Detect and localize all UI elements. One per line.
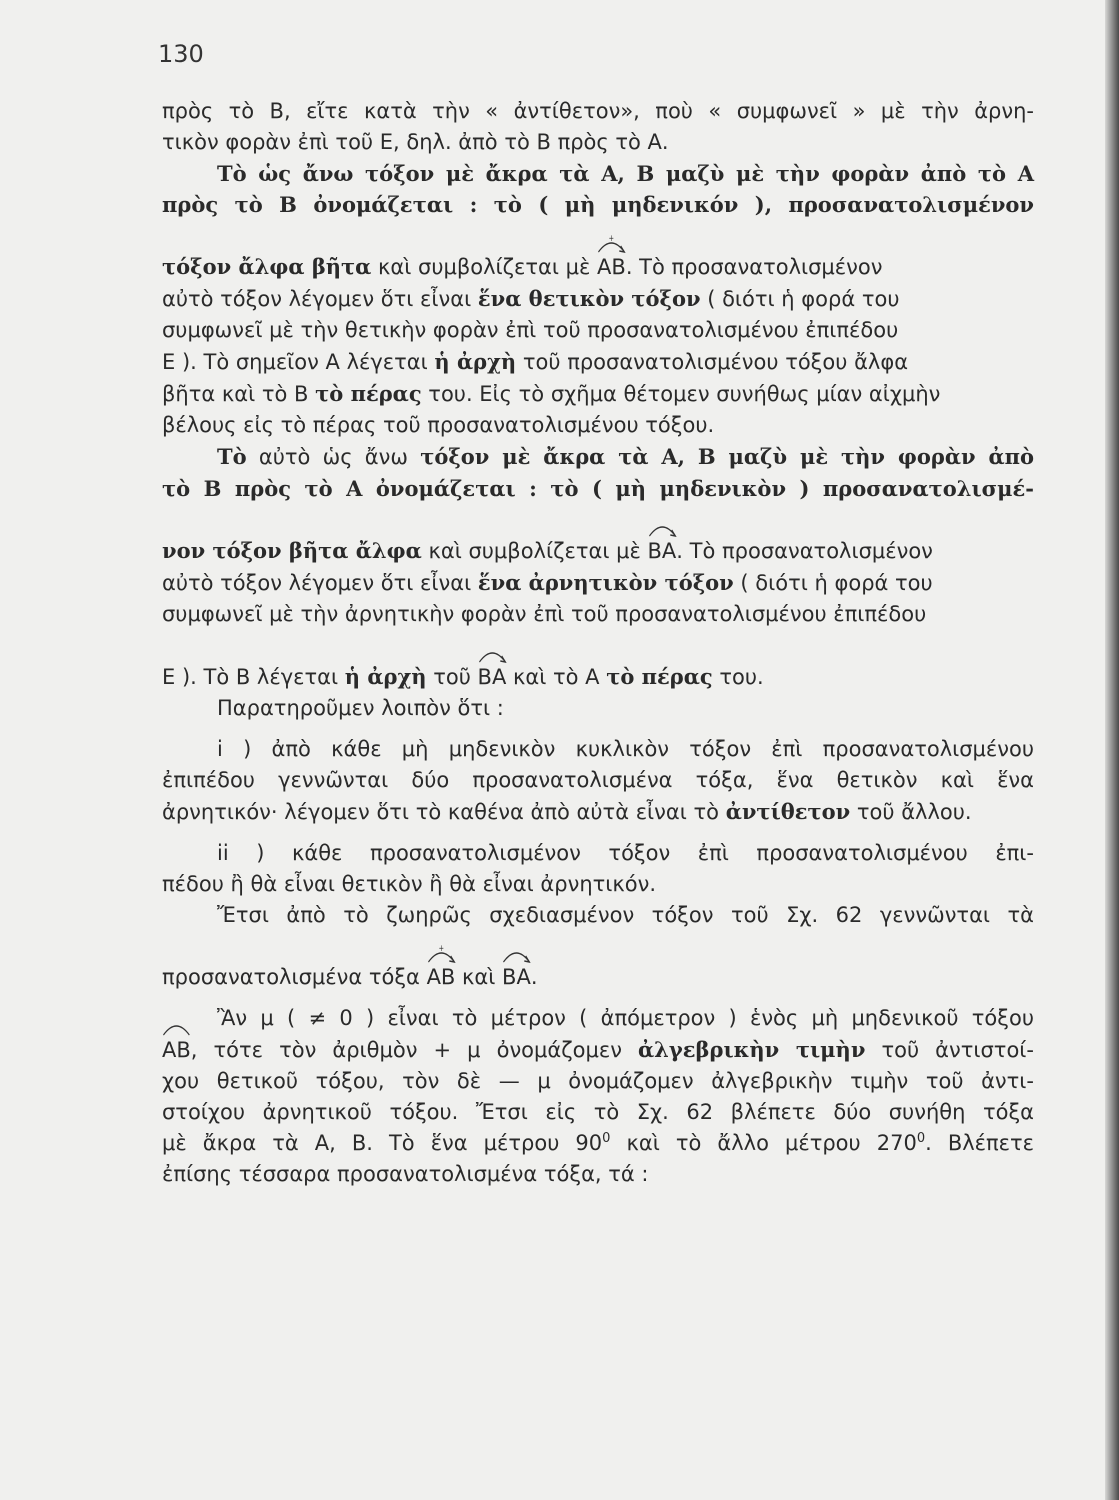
page-body: [162, 96, 1034, 1190]
term-end: τὸ πέρας: [315, 381, 422, 406]
item2-line2: πέδου ἢ θὰ εἶναι θετικὸν ἢ θὰ εἶναι ἀρνητικόν.: [162, 872, 657, 896]
term-negative-arc: ἕνα ἀρνητικὸν τόξον: [477, 570, 734, 595]
arc-symbol-ab: + ΑΒ: [597, 232, 626, 279]
p2-line4: αὐτὸ τόξον λέγομεν ὅτι εἶναι ἕνα θετικὸν τόξον ( διότι ἡ φορά του: [162, 286, 900, 311]
p4-line: Παρατηροῦμεν λοιπὸν ὅτι :: [217, 696, 504, 720]
p3-line4: αὐτὸ τόξον λέγομεν ὅτι εἶναι ἕνα ἀρνητικὸν τόξον ( διότι ἡ φορά του: [162, 570, 933, 595]
p6-line6: ἐπίσης τέσσαρα προσανατολισμένα τόξα, τά :: [162, 1162, 649, 1186]
arc-arrow-icon: [597, 232, 626, 254]
term-start: ἡ ἀρχὴ: [434, 349, 517, 374]
term-opposite: ἀντίθετον: [725, 799, 851, 824]
p6-line5: μὲ ἄκρα τὰ Α, Β. Τὸ ἕνα μέτρου $90^0$ καὶ τὸ ἄλλο μέτρου $270^0$. Βλέπετε: [162, 1131, 1034, 1155]
item1-line1: i ) ἀπὸ κάθε μὴ μηδενικὸν κυκλικὸν τόξον ἐπὶ προσανατολισμένου: [217, 737, 1034, 761]
p6-line3: χου θετικοῦ τόξου, τὸν δὲ — μ ὀνομάζομεν ἀλγεβρικὴν τιμὴν τοῦ ἀντι-: [162, 1069, 1034, 1093]
p5-line1: Ἔτσι ἀπὸ τὸ ζωηρῶς σχεδιασμένον τόξον τοῦ Σχ. 62 γεννῶνται τὰ: [217, 903, 1034, 927]
arc-symbol-ba-3: ΒΑ: [502, 962, 531, 993]
arc-arrow-icon: [478, 642, 507, 664]
item2-line1: ii ) κάθε προσανατολισμένον τόξον ἐπὶ προσανατολισμένου ἐπι-: [217, 841, 1034, 865]
arc-symbol-ab-2: + ΑΒ: [426, 942, 456, 989]
p5-line2: προσανατολισμένα τόξα + ΑΒ καὶ ΒΑ.: [162, 962, 1034, 993]
item1-line2: ἐπιπέδου γεννῶνται δύο προσανατολισμένα τόξα, ἕνα θετικὸν καὶ ἕνα: [162, 768, 1034, 792]
p3-line6: Ε ). Τὸ Β λέγεται ἡ ἀρχὴ τοῦ ΒΑ καὶ τὸ Α τὸ πέρας του.: [162, 661, 1034, 693]
p2-line6: Ε ). Τὸ σημεῖον Α λέγεται ἡ ἀρχὴ τοῦ προσανατολισμένου τόξου ἄλφα: [162, 349, 909, 374]
p1-line1: πρὸς τὸ Β, εἴτε κατὰ τὴν « ἀντίθετον», ποὺ « συμφωνεῖ » μὲ τὴν ἀρνη-: [162, 99, 1034, 123]
item1-line3: ἀρνητικόν· λέγομεν ὅτι τὸ καθένα ἀπὸ αὐτὰ εἶναι τὸ ἀντίθετον τοῦ ἄλλου.: [162, 799, 972, 824]
arc-symbol-ab-3: ΑΒ: [162, 1035, 191, 1066]
svg-text:+: +: [608, 232, 615, 244]
p3-line1: Τὸ αὐτὸ ὡς ἄνω τόξον μὲ ἄκρα τὰ Α, Β μαζὺ μὲ τὴν φορὰν ἀπὸ: [217, 444, 1034, 469]
arc-arrow-icon: [502, 942, 531, 964]
page-number: 130: [158, 40, 204, 68]
term-algebraic-value: ἀλγεβρικὴν τιμὴν: [638, 1037, 866, 1062]
p2-line1: Τὸ ὡς ἄνω τόξον μὲ ἄκρα τὰ Α, Β μαζὺ μὲ τὴν φορὰν ἀπὸ τὸ Α: [217, 161, 1034, 186]
p3-line3: νον τόξον βῆτα ἄλφα καὶ συμβολίζεται μὲ ΒΑ. Τὸ προσανατολισμένον: [162, 535, 1034, 567]
term-alpha-beta: τόξον ἄλφα βῆτα: [162, 254, 372, 279]
page-edge: [1105, 0, 1119, 1500]
arc-arrow-icon: [427, 942, 456, 964]
p2-line5: συμφωνεῖ μὲ τὴν θετικὴν φορὰν ἐπὶ τοῦ προσανατολισμένου ἐπιπέδου: [162, 318, 899, 342]
arc-arrow-icon: [648, 516, 677, 538]
p2-line2: πρὸς τὸ Β ὀνομάζεται : τὸ ( μὴ μηδενικόν ), προσανατολισμένον: [162, 192, 1034, 217]
term-beta-alpha: νον τόξον βῆτα ἄλφα: [162, 538, 422, 563]
p6-line1: Ἂν μ ( ≠ 0 ) εἶναι τὸ μέτρον ( ἀπόμετρον ) ἑνὸς μὴ μηδενικοῦ τόξου: [217, 1006, 1034, 1030]
arc-icon: [162, 1015, 191, 1037]
arc-symbol-ba: ΒΑ: [648, 536, 677, 567]
p3-line2: τὸ Β πρὸς τὸ Α ὀνομάζεται : τὸ ( μὴ μηδενικὸν ) προσανατολισμέ-: [162, 476, 1034, 501]
p6-line4: στοίχου ἀρνητικοῦ τόξου. Ἔτσι εἰς τὸ Σχ. 62 βλέπετε δύο συνήθη τόξα: [162, 1100, 1034, 1124]
arc-symbol-ba-2: ΒΑ: [478, 662, 507, 693]
svg-text:+: +: [438, 942, 444, 954]
p2-line3: τόξον ἄλφα βῆτα καὶ συμβολίζεται μὲ + ΑΒ. Τὸ προσανατολισμένον: [162, 251, 1034, 283]
p2-line7: βῆτα καὶ τὸ Β τὸ πέρας του. Εἰς τὸ σχῆμα θέτομεν συνήθως μίαν αἰχμὴν: [162, 381, 941, 406]
p2-line8: βέλους εἰς τὸ πέρας τοῦ προσανατολισμένου τόξου.: [162, 413, 715, 437]
p6-line2: ΑΒ, τότε τὸν ἀριθμὸν + μ ὀνομάζομεν ἀλγεβρικὴν τιμὴν τοῦ ἀντιστοί-: [162, 1034, 1034, 1066]
p3-line5: συμφωνεῖ μὲ τὴν ἀρνητικὴν φορὰν ἐπὶ τοῦ προσανατολισμένου ἐπιπέδου: [162, 602, 927, 626]
term-positive-arc: ἕνα θετικὸν τόξον: [477, 286, 701, 311]
p1-line2: τικὸν φορὰν ἐπὶ τοῦ Ε, δηλ. ἀπὸ τὸ Β πρὸς τὸ Α.: [162, 130, 669, 154]
